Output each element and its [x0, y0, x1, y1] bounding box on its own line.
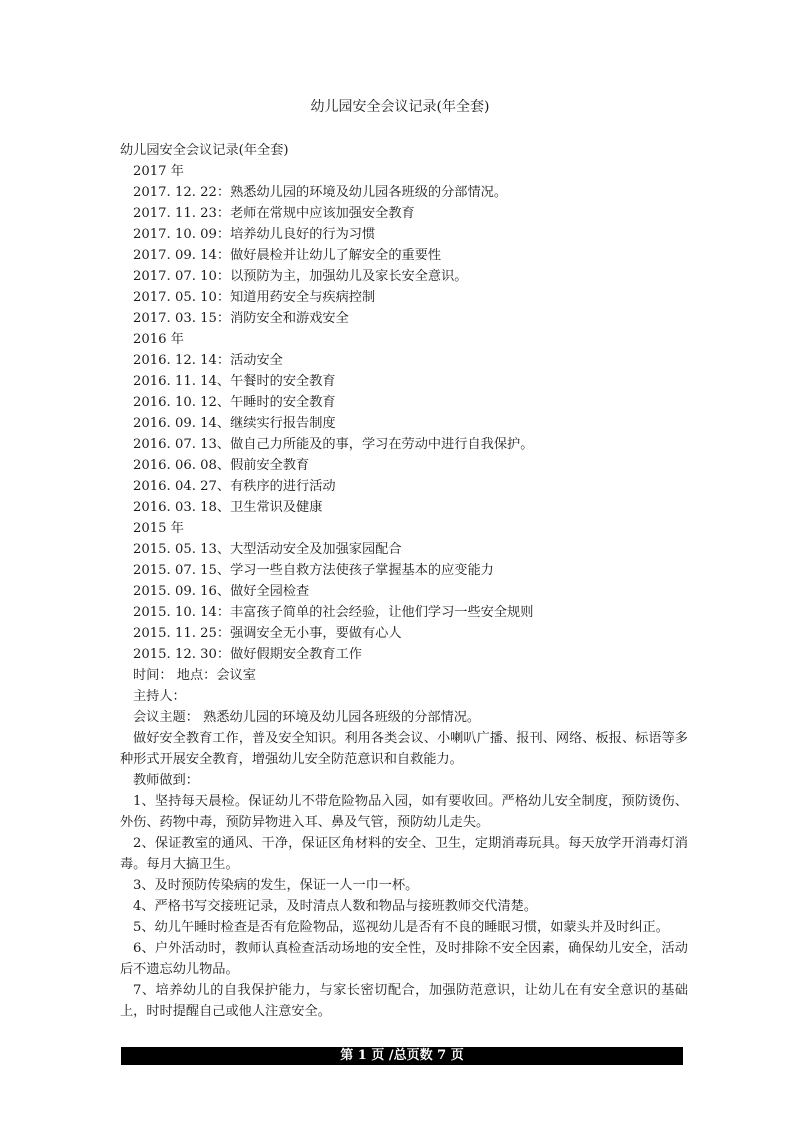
- record-line: 2015. 12. 30：做好假期安全教育工作: [133, 647, 362, 662]
- record-line: 2017. 11. 23：老师在常规中应该加强安全教育: [133, 206, 415, 221]
- meeting-topic: 会议主题： 熟悉幼儿园的环境及幼儿园各班级的分部情况。: [133, 710, 481, 725]
- record-line: 2015. 09. 16、做好全园检查: [133, 584, 310, 599]
- record-line: 2015. 07. 15、学习一些自救方法使孩子掌握基本的应变能力: [133, 563, 494, 578]
- body-paragraph: 6、户外活动时，教师认真检查活动场地的安全性，及时排除不安全因素，确保幼儿安全，活动后不遗忘幼儿物品。: [120, 941, 688, 977]
- document-heading: 幼儿园安全会议记录(年全套): [120, 143, 289, 158]
- meeting-host: 主持人：: [133, 689, 186, 704]
- record-line: 2015. 05. 13、大型活动安全及加强家园配合: [133, 542, 402, 557]
- body-paragraph: 3、及时预防传染病的发生，保证一人一巾一杯。: [133, 878, 419, 893]
- record-line: 2016. 09. 14、继续实行报告制度: [133, 416, 336, 431]
- record-line: 2015. 11. 25：强调安全无小事，要做有心人: [133, 626, 402, 641]
- record-line: 2016. 07. 13、做自己力所能及的事，学习在劳动中进行自我保护。: [133, 437, 534, 452]
- record-line: 2017. 12. 22：熟悉幼儿园的环境及幼儿园各班级的分部情况。: [133, 185, 508, 200]
- record-line: 2017. 05. 10：知道用药安全与疾病控制: [133, 290, 376, 305]
- record-line: 2017. 09. 14：做好晨检并让幼儿了解安全的重要性: [133, 248, 442, 263]
- record-line: 2016. 04. 27、有秩序的进行活动: [133, 479, 336, 494]
- body-paragraph: 4、严格书写交接班记录，及时清点人数和物品与接班教师交代清楚。: [133, 899, 538, 914]
- record-line: 2016 年: [133, 332, 184, 347]
- record-line: 2016. 12. 14：活动安全: [133, 353, 283, 368]
- record-line: 2016. 11. 14、午餐时的安全教育: [133, 374, 336, 389]
- body-paragraph: 5、幼儿午睡时检查是否有危险物品，巡视幼儿是否有不良的睡眠习惯，如蒙头并及时纠正。: [133, 920, 669, 935]
- record-line: 2017. 07. 10：以预防为主，加强幼儿及家长安全意识。: [133, 269, 468, 284]
- record-line: 2017. 03. 15：消防安全和游戏安全: [133, 311, 349, 326]
- record-line: 2017 年: [133, 164, 184, 179]
- document-body: [120, 140, 688, 1022]
- record-line: 2016. 03. 18、卫生常识及健康: [133, 500, 323, 515]
- body-paragraph: 7、培养幼儿的自我保护能力，与家长密切配合，加强防范意识，让幼儿在有安全意识的基础上，时时提醒自己或他人注意安全。: [120, 983, 688, 1019]
- record-line: 2015 年: [133, 521, 184, 536]
- record-line: 2016. 06. 08、假前安全教育: [133, 458, 310, 473]
- body-paragraph: 教师做到：: [133, 773, 199, 788]
- body-paragraph: 2、保证教室的通风、干净，保证区角材料的安全、卫生，定期消毒玩具。每天放学开消毒灯消毒。每月大搞卫生。: [120, 836, 688, 872]
- body-paragraph: 做好安全教育工作，普及安全知识。利用各类会议、小喇叭广播、报刊、网络、板报、标语等多种形式开展安全教育，增强幼儿安全防范意识和自救能力。: [120, 731, 688, 767]
- body-paragraph: 1、坚持每天晨检。保证幼儿不带危险物品入园，如有要收回。严格幼儿安全制度，预防烫伤、外伤、药物中毒，预防异物进入耳、鼻及气管，预防幼儿走失。: [120, 794, 688, 830]
- document-title: 幼儿园安全会议记录(年全套): [310, 99, 490, 115]
- meeting-time-location: 时间： 地点：会议室: [133, 668, 256, 683]
- record-line: 2015. 10. 14：丰富孩子简单的社会经验，让他们学习一些安全规则: [133, 605, 534, 620]
- record-line: 2017. 10. 09：培养幼儿良好的行为习惯: [133, 227, 376, 242]
- record-line: 2016. 10. 12、午睡时的安全教育: [133, 395, 336, 410]
- page-footer: 第 1 页 /总页数 7 页: [121, 1047, 683, 1065]
